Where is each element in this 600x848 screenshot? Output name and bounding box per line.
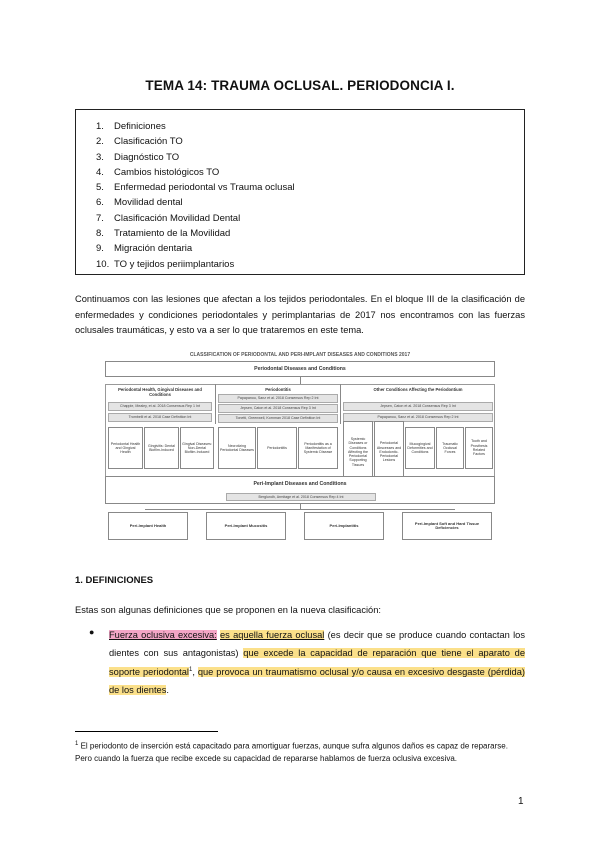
section-heading: 1. DEFINICIONES	[75, 575, 154, 586]
category-box: Periodontal Abscesses and Endodontic-Periodontal Lesions	[374, 421, 404, 483]
bullet-dot: ●	[89, 627, 95, 637]
intro-paragraph: Continuamos con las lesiones que afectan a los tejidos periodontales. En el bloque III de la clasificación de enfermedades y condiciones periodontales y perimplantarias de 2017 nos encontramos con las fuerzas oclusales traumáticas, y esto va a ser lo que trataremos en este tema.	[75, 294, 525, 335]
toc-item: 5. Enfermedad periodontal vs Trauma oclusal	[96, 182, 295, 194]
text-span: .	[166, 684, 169, 695]
implant-category-box: Peri-Implantitis	[304, 512, 384, 540]
implant-header: Peri-Implant Diseases and Conditions	[253, 481, 347, 487]
section-intro: Estas son algunas definiciones que se proponen en la nueva clasificación:	[75, 605, 381, 615]
footnote-ref: 1	[188, 667, 193, 673]
category-box: Periodontitis	[257, 427, 297, 469]
citation: Berglundh, Armitage et al. 2018 Consensus Rep 4 Int	[226, 493, 376, 501]
footnote-separator	[75, 731, 218, 732]
citation: Jepsen, Caton et al. 2018 Consensus Rep 3 Int	[343, 402, 493, 411]
toc-item: 4. Cambios histológicos TO	[96, 166, 220, 178]
footnote-number: 1	[75, 741, 79, 747]
citation: Chapple, Mealey, et al. 2018 Consensus Rep 1 Int	[108, 402, 212, 411]
page-number: 1	[518, 796, 524, 807]
toc-item: 8. Tratamiento de la Movilidad	[96, 228, 231, 240]
toc-item: 2. Clasificación TO	[96, 136, 183, 148]
category-box: Gingivitis: Dental Biofilm-Induced	[144, 427, 179, 469]
category-box: Gingival Diseases: Non-Dental Biofilm-Induced	[180, 427, 214, 469]
citation: Tonetti, Greenwell, Kornman 2018 Case Definition Int	[218, 414, 338, 423]
group-title: Periodontal Health, Gingival Diseases and Conditions	[118, 387, 202, 397]
category-box: Mucogingival Deformities and Conditions	[405, 427, 435, 469]
toc-item: 10. TO y tejidos periimplantarios	[96, 258, 235, 270]
text-span: ,	[192, 667, 198, 678]
category-box: Periodontal Health and Gingival Health	[108, 427, 143, 469]
category-box: Traumatic Occlusal Forces	[436, 427, 464, 469]
citation: Trombelli et al. 2018 Case Definition Int	[108, 413, 212, 422]
highlight: es aquella fuerza oclusal	[220, 630, 325, 640]
toc-item: 3. Diagnóstico TO	[96, 151, 180, 163]
toc-item: 9. Migración dentaria	[96, 243, 193, 255]
category-box: Necrotizing Periodontal Diseases	[218, 427, 256, 469]
citation: Papapanou, Sanz et al. 2018 Consensus Rep 2 Int	[343, 413, 493, 422]
citation: Papapanou, Sanz et al. 2018 Consensus Rep 2 Int	[218, 394, 338, 403]
divider	[215, 384, 216, 424]
toc-list	[96, 119, 295, 272]
implant-category-box: Peri-Implant Health	[108, 512, 188, 540]
footnote-text: El periodonto de inserción está capacitado para amortiguar fuerzas, aunque sufra algunos daños es capaz de repararse. Pero cuando la fuerza que recibe excede su capacidad de repararse hablamos de fuerza oclusiva excesiva.	[75, 741, 508, 764]
implant-category-box: Peri-Implant Mucositis	[206, 512, 286, 540]
implant-category-box: Peri-Implant Soft and Hard Tissue Deficiencies	[402, 512, 492, 540]
text-span: (es decir que se produce cuando contactan los dientes con sus antagonistas)	[109, 630, 525, 658]
implant-header-box	[105, 476, 495, 504]
category-box: Systemic Diseases or Conditions Affecting the Periodontal Supporting Tissues	[343, 421, 373, 483]
definition-text	[109, 627, 525, 699]
periodontal-header-label: Periodontal Diseases and Conditions	[254, 366, 346, 372]
highlight: que provoca un traumatismo oclusal y/o causa en excesivo desgaste (pérdida) de los dientes	[109, 667, 525, 695]
table-of-contents	[75, 109, 525, 275]
figure-title: CLASSIFICATION OF PERIODONTAL AND PERI-IMPLANT DISEASES AND CONDITIONS 2017	[189, 352, 411, 358]
toc-item: 7. Clasificación Movilidad Dental	[96, 212, 241, 224]
citation: Jepsen, Caton et al. 2018 Consensus Rep 3 Int	[218, 404, 338, 413]
group-title: Other Conditions Affecting the Periodontium	[373, 387, 463, 392]
term: Fuerza oclusiva excesiva:	[109, 630, 217, 640]
periodontal-header	[105, 361, 495, 377]
category-box: Periodontitis as a Manifestation of Systemic Disease	[298, 427, 338, 469]
toc-item: 6. Movilidad dental	[96, 197, 183, 209]
group-title: Periodontitis	[265, 387, 291, 392]
toc-item: 1. Definiciones	[96, 121, 166, 132]
connector	[300, 377, 301, 384]
highlight: que excede la capacidad de reparación que tiene el aparato de soporte periodontal	[109, 647, 525, 678]
divider	[340, 384, 341, 424]
connector	[145, 509, 455, 510]
footnote	[75, 738, 525, 766]
page-title: TEMA 14: TRAUMA OCLUSAL. PERIODONCIA I.	[145, 78, 455, 93]
category-box: Tooth and Prosthesis Related Factors	[465, 427, 493, 469]
